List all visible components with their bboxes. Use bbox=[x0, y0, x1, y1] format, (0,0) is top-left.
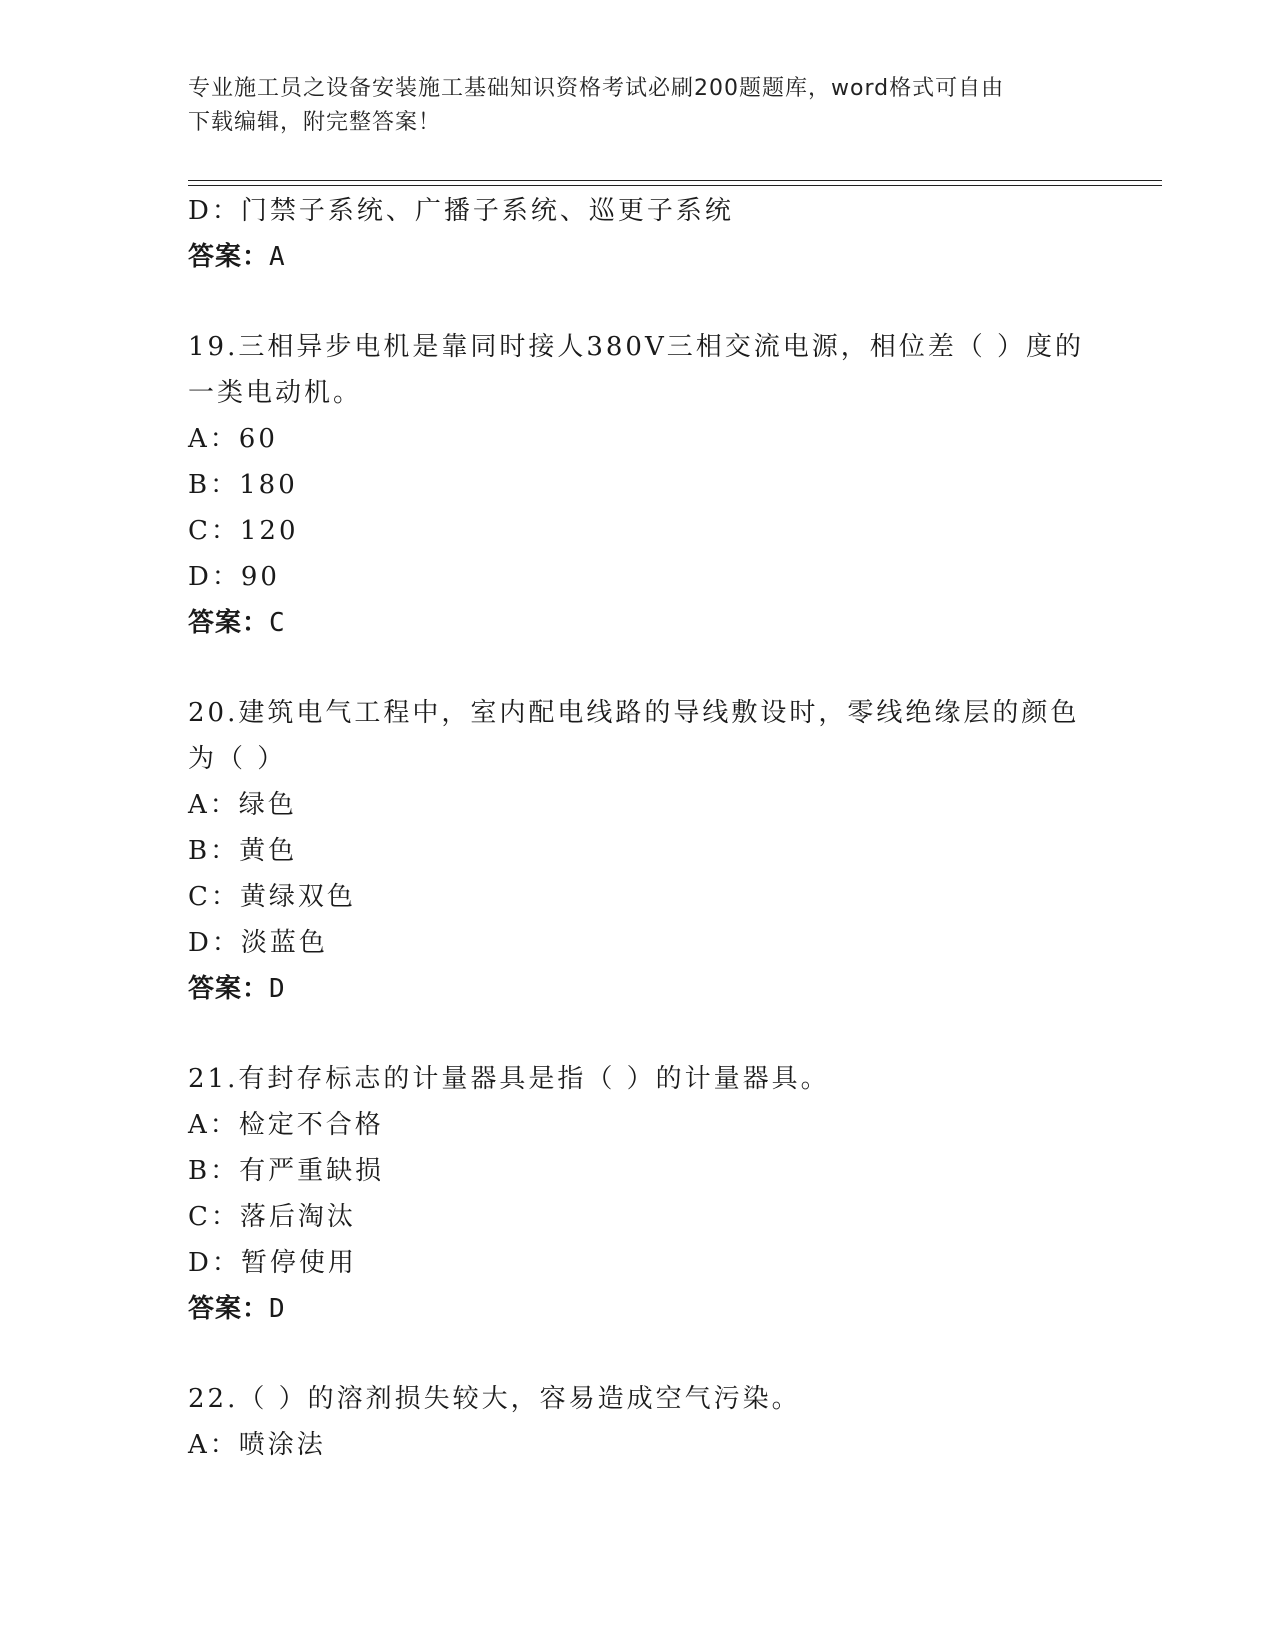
answer-value: C bbox=[269, 608, 286, 638]
question-20 bbox=[188, 690, 1088, 1012]
answer-label: 答案： bbox=[188, 608, 270, 638]
question-stem-line-1: 20.建筑电气工程中，室内配电线路的导线敷设时，零线绝缘层的颜色 bbox=[188, 698, 1080, 728]
question-21 bbox=[188, 1056, 1088, 1332]
option-a: A：绿色 bbox=[188, 790, 297, 820]
option-c: C：落后淘汰 bbox=[188, 1202, 356, 1232]
question-stem-line-2: 为（ ） bbox=[188, 744, 287, 774]
question-stem-line-1: 22.（ ）的溶剂损失较大，容易造成空气污染。 bbox=[188, 1384, 801, 1414]
question-18-tail bbox=[188, 188, 1088, 280]
answer-label: 答案： bbox=[188, 974, 270, 1004]
answer-label: 答案： bbox=[188, 1294, 270, 1324]
answer-line bbox=[188, 600, 1088, 646]
option-a: A：60 bbox=[188, 424, 278, 454]
header-rule-top bbox=[188, 180, 1162, 181]
option-b: B：180 bbox=[188, 470, 298, 500]
header-line-1: 专业施工员之设备安装施工基础知识资格考试必刷200题题库，word格式可自由 bbox=[188, 76, 1005, 101]
answer-value: A bbox=[269, 242, 286, 272]
option-b: B：黄色 bbox=[188, 836, 298, 866]
option-a: A：检定不合格 bbox=[188, 1110, 384, 1140]
header-rule-bottom bbox=[188, 185, 1162, 186]
option-b: B：有严重缺损 bbox=[188, 1156, 385, 1186]
answer-line bbox=[188, 1286, 1088, 1332]
option-c: C：120 bbox=[188, 516, 299, 546]
question-19 bbox=[188, 324, 1088, 646]
option-d: D：90 bbox=[188, 562, 280, 592]
question-22 bbox=[188, 1376, 1088, 1468]
question-stem-line-1: 19.三相异步电机是靠同时接人380V三相交流电源，相位差（ ）度的 bbox=[188, 332, 1085, 362]
option-d: D：淡蓝色 bbox=[188, 928, 328, 958]
question-list bbox=[188, 188, 1088, 1468]
document-header bbox=[188, 72, 1088, 140]
answer-line bbox=[188, 966, 1088, 1012]
answer-value: D bbox=[269, 1294, 286, 1324]
question-stem-line-2: 一类电动机。 bbox=[188, 378, 363, 408]
option-d: D：门禁子系统、广播子系统、巡更子系统 bbox=[188, 196, 734, 226]
answer-line bbox=[188, 234, 1088, 280]
answer-value: D bbox=[269, 974, 286, 1004]
header-line-2: 下载编辑，附完整答案！ bbox=[188, 110, 442, 135]
option-d: D：暂停使用 bbox=[188, 1248, 357, 1278]
question-stem-line-1: 21.有封存标志的计量器具是指（ ）的计量器具。 bbox=[188, 1064, 830, 1094]
option-c: C：黄绿双色 bbox=[188, 882, 356, 912]
answer-label: 答案： bbox=[188, 242, 270, 272]
option-a: A：喷涂法 bbox=[188, 1430, 326, 1460]
